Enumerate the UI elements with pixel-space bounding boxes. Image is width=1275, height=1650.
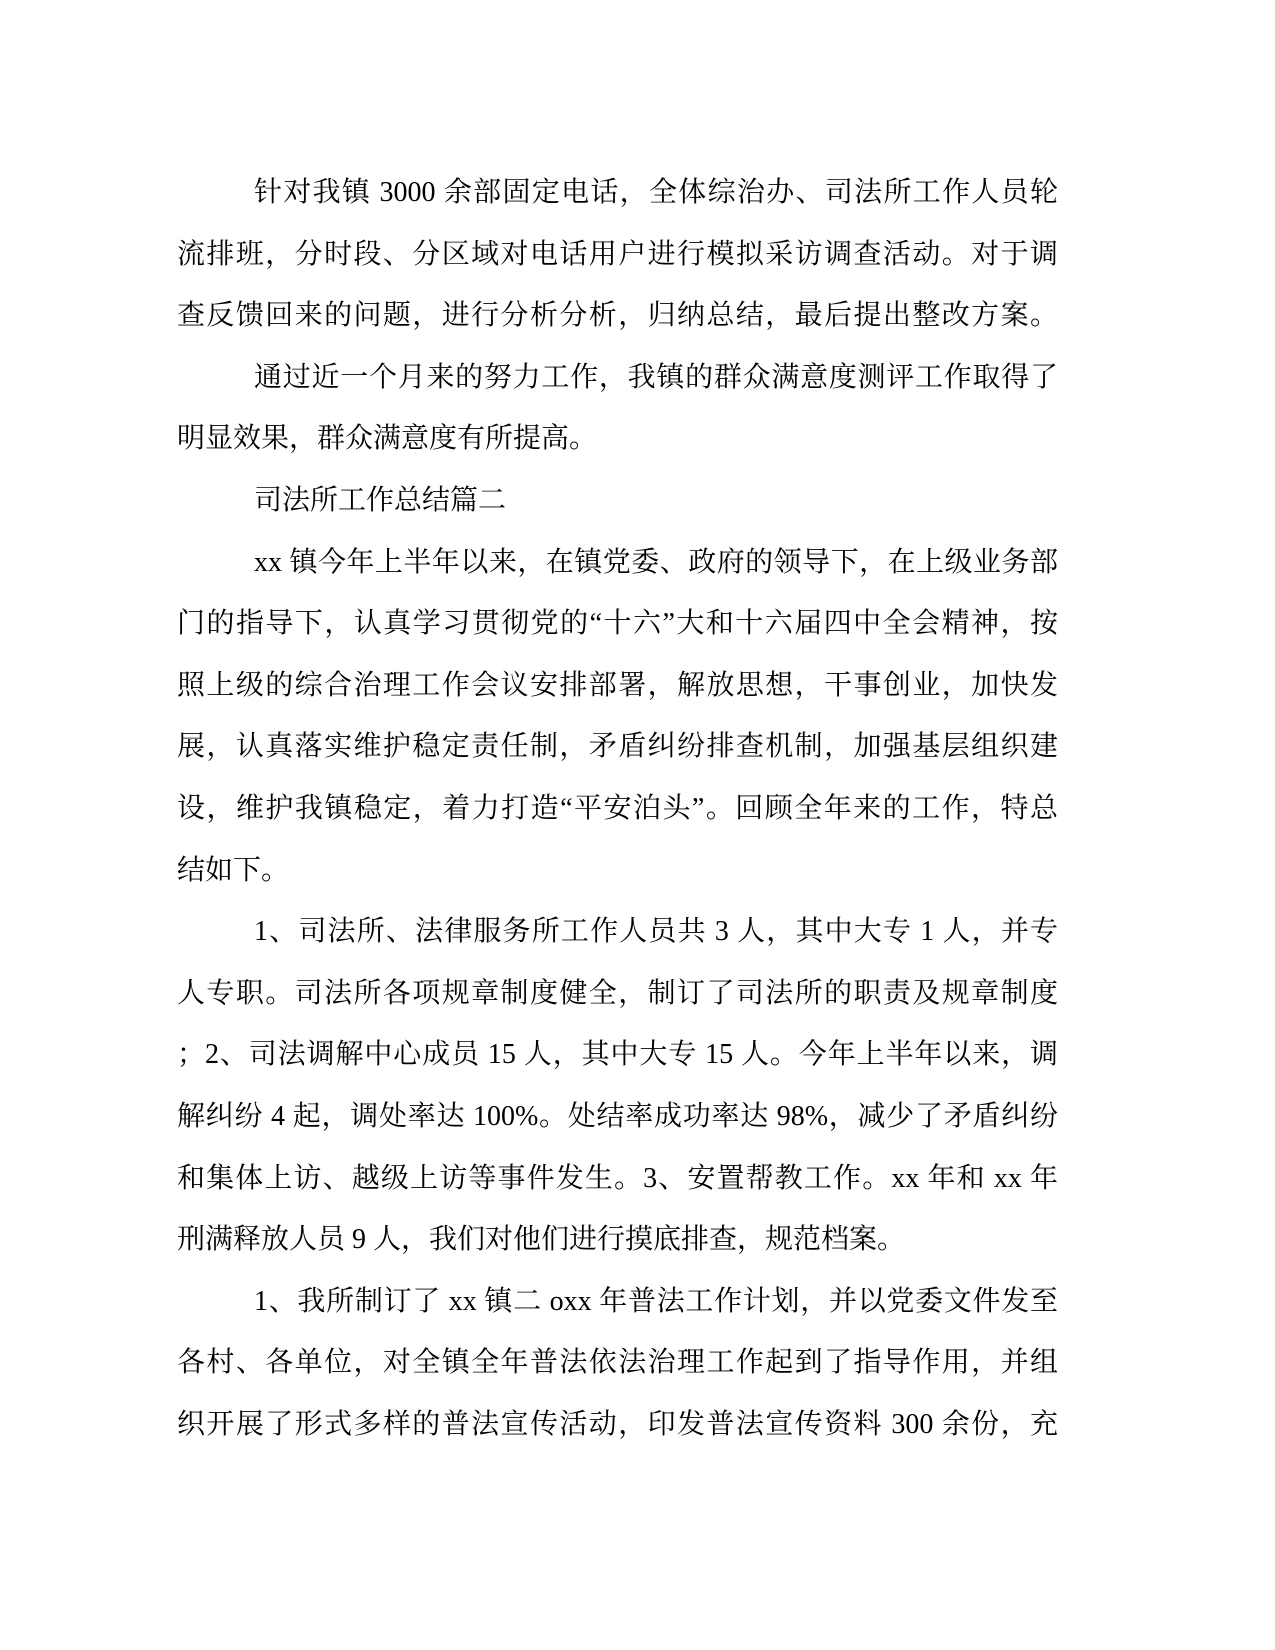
- text-line: 展，认真落实维护稳定责任制，矛盾纠纷排查机制，加强基层组织建: [177, 731, 1058, 763]
- text-line: xx 镇今年上半年以来，在镇党委、政府的领导下，在上级业务部: [254, 546, 1058, 578]
- text-line: 明显效果，群众满意度有所提高。: [177, 423, 598, 455]
- text-line: 1、司法所、法律服务所工作人员共 3 人，其中大专 1 人，并专: [254, 916, 1058, 948]
- text-line: 查反馈回来的问题，进行分析分析，归纳总结，最后提出整改方案。: [177, 300, 1058, 332]
- document-text-block: [177, 162, 1058, 1455]
- section-heading-line: 司法所工作总结篇二: [254, 484, 507, 516]
- text-line: 设，维护我镇稳定，着力打造“平安泊头”。回顾全年来的工作，特总: [177, 792, 1058, 824]
- text-line: ；2、司法调解中心成员 15 人，其中大专 15 人。今年上半年以来，调: [177, 1039, 1058, 1071]
- text-line: 通过近一个月来的努力工作，我镇的群众满意度测评工作取得了: [254, 361, 1058, 393]
- text-line: 和集体上访、越级上访等事件发生。3、安置帮教工作。xx 年和 xx 年: [177, 1162, 1058, 1194]
- text-line: 流排班，分时段、分区域对电话用户进行模拟采访调查活动。对于调: [177, 238, 1058, 270]
- text-line: 针对我镇 3000 余部固定电话，全体综治办、司法所工作人员轮: [254, 177, 1058, 208]
- text-line: 刑满释放人员 9 人，我们对他们进行摸底排查，规范档案。: [177, 1224, 906, 1256]
- text-line: 织开展了形式多样的普法宣传活动，印发普法宣传资料 300 余份，充: [177, 1408, 1058, 1440]
- text-line: 结如下。: [177, 854, 290, 886]
- text-line: 人专职。司法所各项规章制度健全，制订了司法所的职责及规章制度: [177, 977, 1058, 1009]
- text-line: 照上级的综合治理工作会议安排部署，解放思想，干事创业，加快发: [177, 669, 1058, 701]
- text-line: 解纠纷 4 起，调处率达 100%。处结率成功率达 98%，减少了矛盾纠纷: [177, 1100, 1058, 1132]
- text-line: 各村、各单位，对全镇全年普法依法治理工作起到了指导作用，并组: [177, 1347, 1058, 1379]
- text-line: 门的指导下，认真学习贯彻党的“十六”大和十六届四中全会精神，按: [177, 608, 1058, 640]
- text-line: 1、我所制订了 xx 镇二 oxx 年普法工作计划，并以党委文件发至: [254, 1285, 1058, 1317]
